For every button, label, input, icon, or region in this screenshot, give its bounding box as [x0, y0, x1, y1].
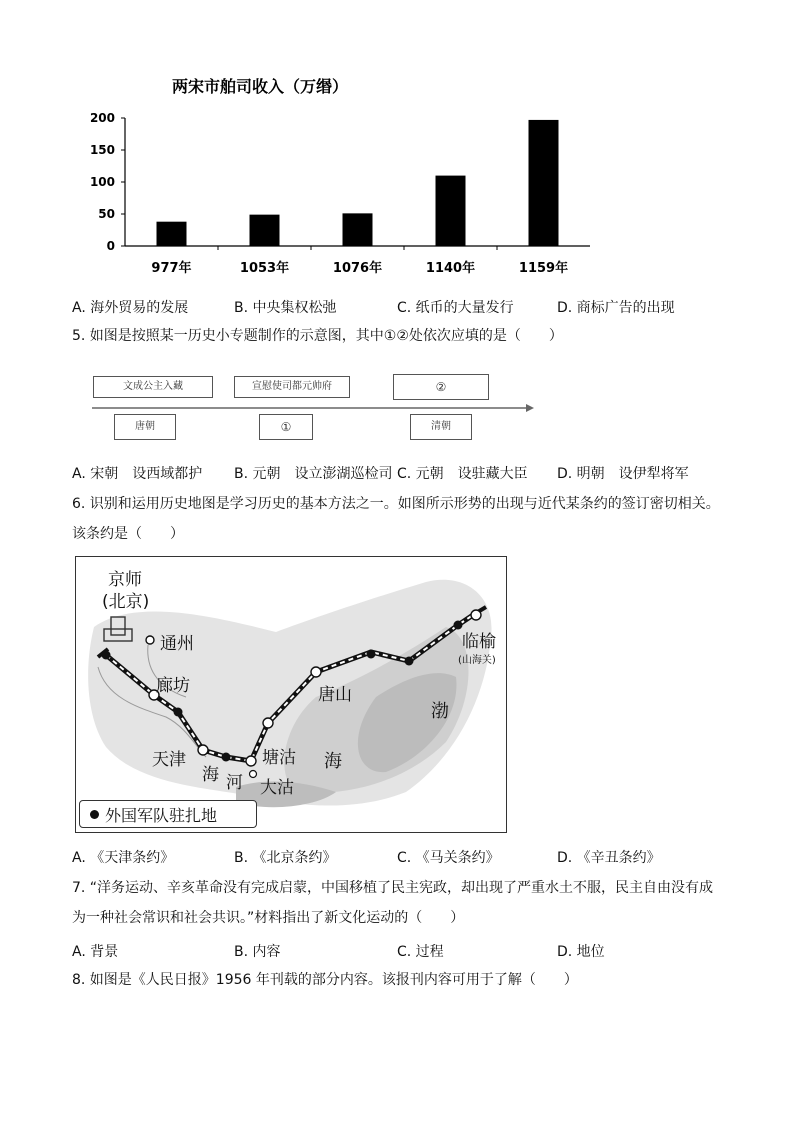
q5-option-c: C. 元朝 设驻藏大臣 — [397, 466, 528, 482]
legend-dot-icon — [90, 810, 99, 819]
timeline-box-top-2: 宣慰使司都元帅府 — [234, 376, 350, 398]
q7-option-a: A. 背景 — [72, 944, 119, 960]
q5-option-d: D. 明朝 设伊犁将军 — [557, 466, 689, 482]
map-label-hai: 海 — [202, 765, 219, 785]
q7-stem-line2: 为一种社会常识和社会共识。”材料指出了新文化运动的（ ） — [72, 910, 465, 926]
map-label-sea: 海 — [324, 751, 342, 772]
q6-option-c: C. 《马关条约》 — [397, 850, 500, 866]
map-label-tanggu: 塘沽 — [262, 748, 296, 768]
x-tick-label: 977年 — [151, 261, 192, 276]
q6-option-a: A. 《天津条约》 — [72, 850, 175, 866]
y-tick-label: 0 — [106, 239, 115, 253]
map-label-tianjin: 天津 — [152, 750, 186, 770]
q5-option-a: A. 宋朝 设西域都护 — [72, 466, 203, 482]
revenue-bar-chart — [80, 70, 610, 285]
map-label-capital: 京师 — [108, 570, 142, 590]
map-label-bo: 渤 — [431, 701, 449, 722]
map-legend — [79, 800, 257, 828]
bar-977年 — [157, 222, 187, 246]
q7-option-c: C. 过程 — [397, 944, 444, 960]
map-label-shanhaiguan: (山海关) — [458, 655, 496, 666]
q4-option-d: D. 商标广告的出现 — [557, 300, 675, 316]
q7-stem-line1: 7. “洋务运动、辛亥革命没有完成启蒙，中国移植了民主宪政，却出现了严重水土不服，民主自由没有成 — [72, 880, 714, 896]
timeline-box-bottom-2: ① — [259, 414, 313, 440]
q6-stem-line2: 该条约是（ ） — [72, 526, 184, 542]
q6-option-b: B. 《北京条约》 — [234, 850, 337, 866]
x-tick-label: 1159年 — [518, 261, 569, 276]
x-tick-label: 1076年 — [332, 261, 383, 276]
q4-option-a: A. 海外贸易的发展 — [72, 300, 189, 316]
q8-stem: 8. 如图是《人民日报》1956 年刊载的部分内容。该报刊内容可用于了解（ ） — [72, 972, 578, 988]
map-label-he: 河 — [226, 773, 243, 793]
y-tick-label: 100 — [89, 175, 115, 189]
q5-option-b: B. 元朝 设立澎湖巡检司 — [234, 466, 393, 482]
y-tick-label: 150 — [89, 143, 115, 157]
timeline-box-top-1: 文成公主入藏 — [93, 376, 213, 398]
q7-option-b: B. 内容 — [234, 944, 281, 960]
bar-1076年 — [343, 213, 373, 246]
x-tick-label: 1053年 — [239, 261, 290, 276]
q7-option-d: D. 地位 — [557, 944, 605, 960]
q6-stem-line1: 6. 识别和运用历史地图是学习历史的基本方法之一。如图所示形势的出现与近代某条约的签订密切相关。 — [72, 496, 720, 512]
chart-canvas — [80, 70, 610, 285]
q5-stem: 5. 如图是按照某一历史小专题制作的示意图，其中①②处依次应填的是（ ） — [72, 328, 563, 344]
timeline-box-bottom-3: 清朝 — [410, 414, 472, 440]
q4-option-c: C. 纸币的大量发行 — [397, 300, 514, 316]
q6-map — [75, 556, 507, 833]
bar-1140年 — [436, 176, 466, 246]
q4-option-b: B. 中央集权松弛 — [234, 300, 337, 316]
map-label-dagu: 大沽 — [260, 778, 294, 798]
legend-label: 外国军队驻扎地 — [105, 805, 218, 825]
q5-timeline — [90, 370, 540, 445]
map-label-tangshan: 唐山 — [318, 685, 352, 705]
y-tick-label: 200 — [89, 111, 115, 125]
x-tick-label: 1140年 — [425, 261, 476, 276]
y-tick-label: 50 — [98, 207, 115, 221]
map-label-linyu: 临榆 — [462, 632, 496, 652]
q6-option-d: D. 《辛丑条约》 — [557, 850, 661, 866]
chart-title: 两宋市舶司收入（万缗） — [171, 77, 349, 96]
timeline-box-top-3: ② — [393, 374, 489, 400]
bar-1053年 — [250, 215, 280, 246]
map-label-capital-paren: (北京) — [102, 592, 150, 612]
map-label-tongzhou: 通州 — [160, 634, 194, 654]
bar-1159年 — [529, 120, 559, 246]
timeline-box-bottom-1: 唐朝 — [114, 414, 176, 440]
map-label-langfang: 廊坊 — [156, 676, 190, 696]
